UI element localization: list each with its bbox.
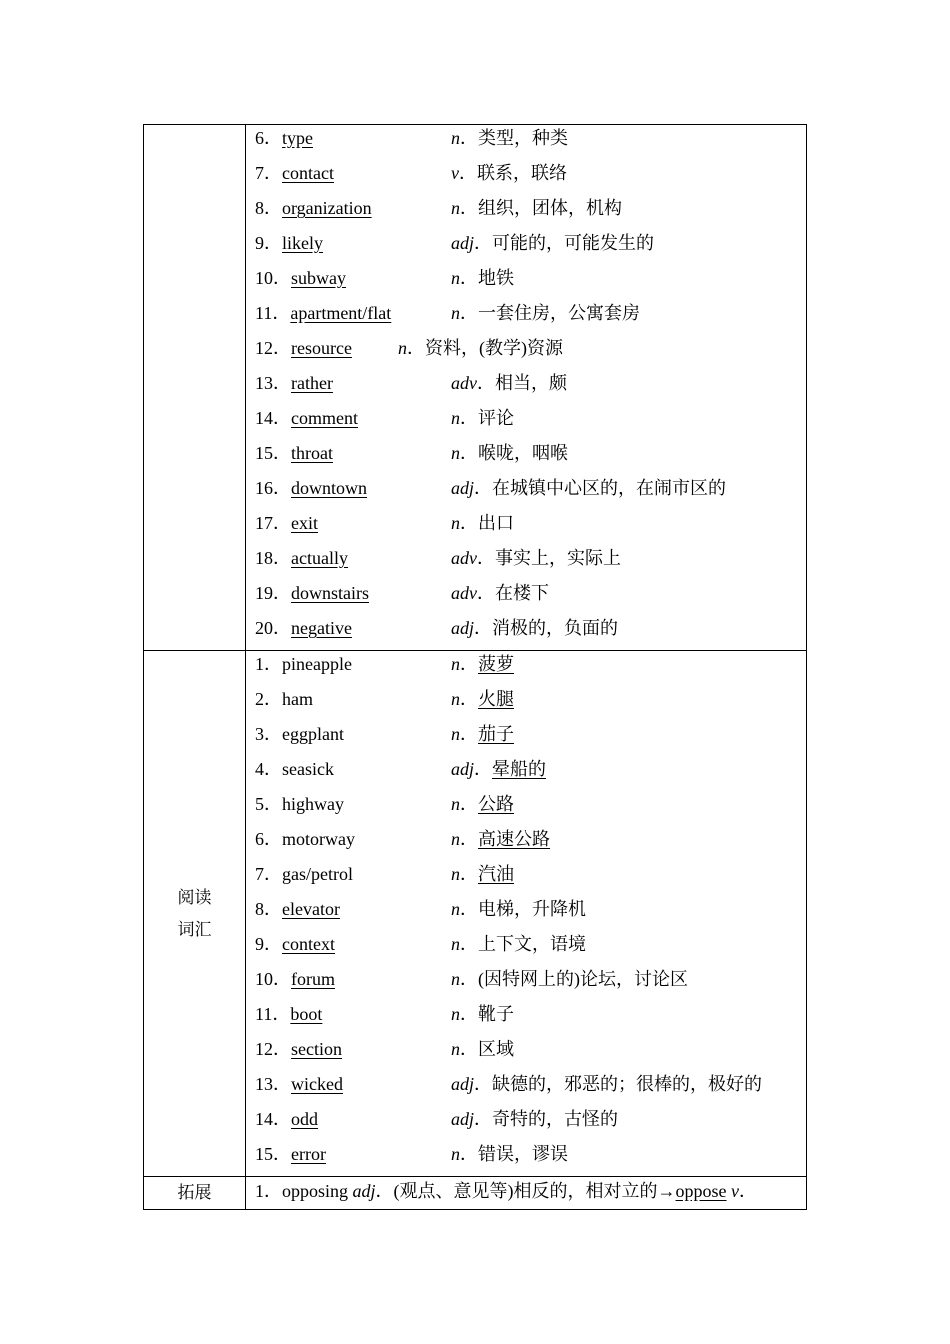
entry-meaning: 茄子 [478,724,514,744]
entry-definition [451,1141,568,1167]
entry-word: subway [291,268,346,288]
entry-definition [451,651,514,677]
entry-list-reading [255,651,806,1176]
section-core-vocab [144,125,807,651]
entry-word: highway [282,794,344,814]
category-cell-empty [144,125,246,651]
entry-word: apartment/flat [290,303,392,323]
entry-pos: n [451,1144,460,1164]
vocab-entry [255,405,806,440]
vocab-entry [255,826,806,861]
entry-definition [451,230,654,256]
entry-word: wicked [291,1074,343,1094]
entry-pos: n [451,654,460,674]
entry-meaning: 在城镇中心区的，在闹市区的 [492,478,727,498]
category-cell-reading [144,651,246,1177]
entry-word: actually [291,548,348,568]
vocab-entry [255,545,806,580]
entry-definition [451,1036,514,1062]
entry-definition [451,370,567,396]
entry-definition [451,160,567,186]
entry-word: section [291,1039,342,1059]
entry-number: 2． [255,689,282,709]
entry-number: 7． [255,163,282,183]
entry-definition [451,791,514,817]
vocab-entry [255,125,806,160]
entry-number: 19． [255,583,291,603]
entry-pos: adj [451,233,475,253]
entry-number: 7． [255,864,282,884]
pos-dot: ． [460,268,478,288]
entry-meaning: 组织，团体，机构 [478,198,622,218]
entry-number: 17． [255,513,291,533]
vocab-entry [255,651,806,686]
entry-meaning: (因特网上的)论坛，讨论区 [478,969,688,989]
vocab-entry [255,931,806,966]
vocab-entry [255,475,806,510]
entry-pos: adj [451,1109,475,1129]
vocab-entry [255,721,806,756]
vocab-entry [255,1036,806,1071]
entry-meaning: 缺德的，邪恶的；很棒的，极好的 [492,1074,763,1094]
entry-definition [451,931,586,957]
entry-word: error [291,1144,326,1164]
vocab-entry [255,1001,806,1036]
vocab-entry [255,686,806,721]
entry-number: 20． [255,618,291,638]
pos-dot: ． [474,618,493,638]
entry-definition [451,195,622,221]
vocab-entry [255,510,806,545]
entry-meaning: 菠萝 [478,654,514,674]
entry-word: forum [291,969,335,989]
entry-pos: n [451,934,460,954]
entry-meaning: 区域 [478,1039,514,1059]
entry-number: 9． [255,934,282,954]
entry-word: resource [291,338,352,358]
entry-number: 9． [255,233,282,253]
vocab-entry [255,160,806,195]
category-cell-extension [144,1177,246,1210]
pos-dot: ． [407,338,425,358]
entry-pos: n [451,1004,460,1024]
entry-pos: adj [352,1181,376,1201]
entry-pos: adv [451,583,477,603]
entry-definition [451,1071,762,1097]
pos-dot: ． [460,303,478,323]
entry-number: 10． [255,268,291,288]
entry-number: 12． [255,338,291,358]
entry-meaning: 一套住房，公寓套房 [478,303,640,323]
entry-word: elevator [282,899,340,919]
entry-definition [451,440,568,466]
entry-pos: n [451,513,460,533]
section-reading-vocab [144,651,807,1177]
entry-word: organization [282,198,372,218]
entry-word: seasick [282,759,334,779]
entry-number: 11． [255,303,291,323]
entry-word: likely [282,233,323,253]
entry-word: gas/petrol [282,864,353,884]
vocab-entry [255,791,806,826]
entry-number: 14． [255,1109,291,1129]
entry-definition [451,966,688,992]
category-label-line1: 阅读 [177,887,212,908]
pos-dot: ． [460,654,478,674]
entry-meaning: 奇特的，古怪的 [492,1109,619,1129]
entry-definition [398,335,563,361]
entry-pos: n [451,198,460,218]
entry-definition [451,721,514,747]
entry-definition [451,405,514,431]
entry-pos: n [451,864,460,884]
entry-meaning: 事实上，实际上 [495,548,621,568]
vocab-entry [255,756,806,791]
entry-word: downtown [291,478,367,498]
entry-definition [451,545,621,571]
entry-pos: n [451,794,460,814]
entry-number: 6． [255,128,282,148]
entry-word: eggplant [282,724,344,744]
entry-word: ham [282,689,313,709]
entry-word: opposing [282,1181,349,1201]
entry-meaning: 评论 [478,408,514,428]
vocabulary-table [143,124,807,1210]
pos-dot: ． [460,934,478,954]
pos-dot: ． [375,1181,394,1201]
entry-word: exit [291,513,318,533]
entry-meaning: 出口 [478,513,514,533]
vocab-entry [255,615,806,650]
entry-number: 6． [255,829,282,849]
entry-pos: adv [451,548,477,568]
pos-dot: ． [474,1109,493,1129]
entry-word: contact [282,163,334,183]
pos-dot: ． [474,759,493,779]
pos-dot: ． [460,794,478,814]
entry-definition [451,265,514,291]
entry-number: 14． [255,408,291,428]
vocab-entry [255,580,806,615]
entry-pos: n [451,1039,460,1059]
entry-meaning: 联系，联络 [477,163,567,183]
entry-word: type [282,128,313,148]
entry-list-core [255,125,806,650]
entry-pos: n [451,443,460,463]
entry-number: 16． [255,478,291,498]
vocab-entry [255,265,806,300]
entry-meaning: 类型，种类 [478,128,568,148]
entry-pos: n [451,689,460,709]
entry-pos: adv [451,373,477,393]
entry-word: negative [291,618,352,638]
entry-pos: n [451,408,460,428]
entry-pos: adj [451,1074,475,1094]
pos-dot: ． [460,513,478,533]
entry-pos: n [451,969,460,989]
vocab-entry [255,1071,806,1106]
entry-word: boot [290,1004,323,1024]
entry-meaning: 喉咙，咽喉 [478,443,568,463]
entry-word: rather [291,373,333,393]
entry-number: 13． [255,1074,291,1094]
entry-pos: adj [451,618,475,638]
entry-number: 8． [255,899,282,919]
entry-meaning: 公路 [478,794,514,814]
vocab-entry [255,896,806,931]
entry-meaning: 消极的，负面的 [492,618,619,638]
section-extension [144,1177,807,1210]
entry-number: 1． [255,654,282,674]
entry-word: throat [291,443,333,463]
entry-meaning: 错误，谬误 [478,1144,568,1164]
derived-word: oppose [675,1181,727,1201]
entry-definition [451,125,568,151]
entry-definition [451,686,514,712]
derived-pos-dot: ． [739,1181,758,1201]
entry-number: 8． [255,198,282,218]
entry-meaning: 汽油 [478,864,514,884]
pos-dot: ． [460,443,478,463]
entry-definition [451,475,726,501]
entry-meaning: 靴子 [478,1004,514,1024]
entry-definition [451,615,618,641]
vocab-entry [255,1141,806,1176]
pos-dot: ． [460,899,478,919]
entry-pos: adj [451,478,475,498]
vocab-entry [255,1106,806,1141]
entry-meaning: 相当，颇 [495,373,567,393]
entry-number: 4． [255,759,282,779]
entry-number: 15． [255,1144,291,1164]
entry-number: 1． [255,1181,282,1201]
entry-meaning: 上下文，语境 [478,934,586,954]
entry-number: 15． [255,443,291,463]
entry-pos: n [451,268,460,288]
entry-meaning: 地铁 [478,268,514,288]
entry-pos: adj [451,759,475,779]
pos-dot: ． [474,233,493,253]
vocab-entry [255,195,806,230]
entry-meaning: 火腿 [478,689,514,709]
pos-dot: ． [460,969,478,989]
pos-dot: ． [474,1074,493,1094]
category-label: 拓展 [177,1183,212,1203]
entry-number: 13． [255,373,291,393]
vocab-entry [255,861,806,896]
entry-word: pineapple [282,654,352,674]
entry-meaning: 晕船的 [492,759,547,779]
entry-meaning: 在楼下 [495,583,549,603]
pos-dot: ． [477,373,495,393]
entry-pos: n [451,899,460,919]
pos-dot: ． [477,583,495,603]
entry-definition [451,300,640,326]
entry-pos: n [398,338,407,358]
entry-definition [451,756,546,782]
pos-dot: ． [460,864,478,884]
entry-definition [451,896,586,922]
entry-definition [451,1106,618,1132]
entry-definition [451,1001,514,1027]
entry-meaning: 电梯，升降机 [478,899,586,919]
entry-pos: n [451,724,460,744]
entry-meaning: 可能的，可能发生的 [492,233,655,253]
pos-dot: ． [460,128,478,148]
entries-cell-core [246,125,807,651]
pos-dot: ． [477,548,495,568]
entry-number: 11． [255,1004,291,1024]
vocab-entry [255,230,806,265]
entry-meaning: 高速公路 [478,829,550,849]
entry-definition [451,510,514,536]
entry-meaning: (观点、意见等)相反的，相对立的→ [393,1181,676,1201]
entry-number: 5． [255,794,282,814]
entry-meaning: 资料，(教学)资源 [425,338,563,358]
entry-pos: n [451,303,460,323]
pos-dot: ． [460,1039,478,1059]
entry-word: comment [291,408,358,428]
category-label-line2: 词汇 [177,919,212,940]
vocab-entry [255,440,806,475]
pos-dot: ． [460,198,478,218]
pos-dot: ． [474,478,493,498]
vocab-entry [255,300,806,335]
entry-word: motorway [282,829,355,849]
entry-pos: n [451,128,460,148]
derived-pos: v [731,1181,740,1201]
entry-word: odd [291,1109,318,1129]
entries-cell-extension [246,1177,807,1210]
vocab-entry [255,370,806,405]
entry-pos: n [451,829,460,849]
pos-dot: ． [459,163,477,183]
pos-dot: ． [460,689,478,709]
entry-definition [451,861,514,887]
entry-pos: v [451,163,459,183]
entry-word: downstairs [291,583,369,603]
pos-dot: ． [460,724,478,744]
pos-dot: ． [460,408,478,428]
entry-definition [451,826,550,852]
vocab-entry [255,966,806,1001]
entry-number: 10． [255,969,291,989]
entry-number: 3． [255,724,282,744]
pos-dot: ． [460,829,478,849]
entry-number: 12． [255,1039,291,1059]
entry-definition [451,580,549,606]
entry-number: 18． [255,548,291,568]
pos-dot: ． [460,1144,478,1164]
pos-dot: ． [460,1004,478,1024]
vocab-entry [255,335,806,370]
entry-word: context [282,934,335,954]
entries-cell-reading [246,651,807,1177]
extension-entry [255,1177,806,1209]
